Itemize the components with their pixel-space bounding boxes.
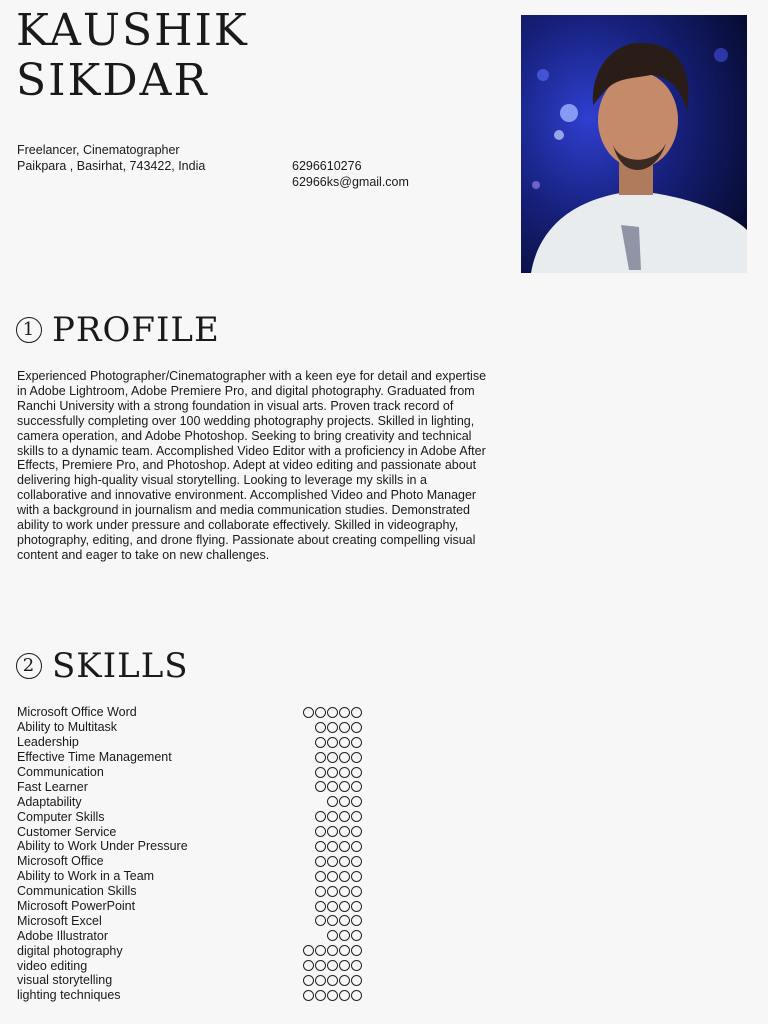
profile-section-number: 1: [16, 317, 42, 343]
rating-circle-icon: [339, 930, 350, 941]
profile-summary: Experienced Photographer/Cinematographer with a keen eye for detail and expertise in Adobe Lightroom, Adobe Premiere Pro, and digital photography. Graduated from Ranchi University with a strong foundation in visual arts. Proven track record of successfully completing over 100 wedding photography projects. Skilled in lighting, camera operation, and Adobe Photoshop. Seeking to bring creativity and technical skills to a dynamic team. Accomplished Video Editor with a proficiency in Adobe After Effects, Premiere Pro, and Photoshop. Adept at video editing and passionate about delivering high-quality visual storytelling. Looking to leverage my skills in a collaborative and innovative environment. Accomplished Video and Photo Manager with a background in journalism and media communication studies. Demonstrated ability to work under pressure and collaborate effectively. Skilled in videography, photography, editing, and drone flying. Passionate about creating compelling visual content and eager to take on new challenges.: [17, 369, 487, 562]
rating-circle-icon: [351, 990, 362, 1001]
skill-row: [17, 869, 362, 884]
rating-circle-icon: [351, 707, 362, 718]
rating-circle-icon: [327, 915, 338, 926]
skill-row: [17, 913, 362, 928]
rating-circle-icon: [339, 707, 350, 718]
skills-section-number: 2: [16, 653, 42, 679]
skill-row: [17, 765, 362, 780]
role-and-address: [17, 142, 205, 174]
rating-circle-icon: [327, 901, 338, 912]
address: Paikpara , Basirhat, 743422, India: [17, 159, 206, 173]
skill-name: Ability to Work in a Team: [17, 869, 155, 884]
rating-circle-icon: [315, 767, 326, 778]
skill-row: [17, 794, 362, 809]
skill-row: [17, 973, 362, 988]
rating-circle-icon: [339, 722, 350, 733]
rating-circle-icon: [339, 886, 350, 897]
rating-circle-icon: [339, 752, 350, 763]
rating-circle-icon: [351, 841, 362, 852]
rating-circle-icon: [315, 975, 326, 986]
rating-circle-icon: [339, 781, 350, 792]
skill-row: [17, 824, 362, 839]
rating-circle-icon: [327, 886, 338, 897]
rating-circle-icon: [351, 722, 362, 733]
skill-name: Microsoft PowerPoint: [17, 899, 136, 914]
rating-circle-icon: [327, 960, 338, 971]
rating-circle-icon: [351, 886, 362, 897]
rating-circle-icon: [327, 767, 338, 778]
rating-circle-icon: [339, 841, 350, 852]
rating-circle-icon: [351, 960, 362, 971]
skill-row: [17, 705, 362, 720]
skill-row: [17, 899, 362, 914]
rating-circle-icon: [339, 856, 350, 867]
rating-circle-icon: [315, 737, 326, 748]
rating-circle-icon: [339, 796, 350, 807]
skill-rating: [315, 841, 362, 852]
rating-circle-icon: [327, 737, 338, 748]
rating-circle-icon: [351, 752, 362, 763]
rating-circle-icon: [315, 722, 326, 733]
skill-row: [17, 809, 362, 824]
skill-rating: [315, 781, 362, 792]
skill-name: Microsoft Office Word: [17, 705, 137, 720]
contact-info: [292, 158, 409, 190]
profile-heading: [16, 310, 220, 350]
rating-circle-icon: [339, 960, 350, 971]
rating-circle-icon: [339, 767, 350, 778]
rating-circle-icon: [351, 915, 362, 926]
first-name: KAUSHIK: [16, 5, 249, 56]
skill-row: [17, 928, 362, 943]
rating-circle-icon: [327, 722, 338, 733]
skill-row: [17, 720, 362, 735]
skill-row: [17, 779, 362, 794]
skills-list: [17, 705, 362, 1003]
skill-rating: [315, 811, 362, 822]
rating-circle-icon: [339, 871, 350, 882]
rating-circle-icon: [327, 781, 338, 792]
rating-circle-icon: [339, 826, 350, 837]
rating-circle-icon: [339, 901, 350, 912]
rating-circle-icon: [315, 915, 326, 926]
skill-row: [17, 735, 362, 750]
rating-circle-icon: [315, 826, 326, 837]
rating-circle-icon: [351, 826, 362, 837]
rating-circle-icon: [303, 707, 314, 718]
skill-name: visual storytelling: [17, 973, 113, 988]
rating-circle-icon: [339, 990, 350, 1001]
rating-circle-icon: [315, 871, 326, 882]
skill-row: [17, 988, 362, 1003]
candidate-name: [16, 6, 249, 106]
rating-circle-icon: [315, 781, 326, 792]
skill-name: Communication Skills: [17, 884, 137, 899]
skill-rating: [303, 945, 362, 956]
rating-circle-icon: [351, 781, 362, 792]
rating-circle-icon: [315, 945, 326, 956]
skill-name: Effective Time Management: [17, 750, 172, 765]
rating-circle-icon: [303, 960, 314, 971]
skill-rating: [303, 990, 362, 1001]
rating-circle-icon: [351, 871, 362, 882]
skill-row: [17, 750, 362, 765]
skill-rating: [315, 737, 362, 748]
rating-circle-icon: [327, 811, 338, 822]
rating-circle-icon: [327, 871, 338, 882]
profile-photo: [521, 15, 747, 273]
rating-circle-icon: [327, 752, 338, 763]
rating-circle-icon: [351, 796, 362, 807]
skill-name: digital photography: [17, 943, 123, 958]
rating-circle-icon: [339, 915, 350, 926]
last-name: SIKDAR: [16, 55, 209, 106]
rating-circle-icon: [315, 990, 326, 1001]
skill-row: [17, 958, 362, 973]
skill-name: Adaptability: [17, 794, 82, 809]
skill-name: Microsoft Excel: [17, 913, 102, 928]
rating-circle-icon: [327, 975, 338, 986]
skill-rating: [315, 915, 362, 926]
rating-circle-icon: [315, 960, 326, 971]
skills-title: SKILLS: [52, 646, 189, 686]
rating-circle-icon: [315, 752, 326, 763]
skill-rating: [315, 886, 362, 897]
skill-name: Computer Skills: [17, 809, 105, 824]
skill-rating: [315, 752, 362, 763]
rating-circle-icon: [327, 856, 338, 867]
rating-circle-icon: [315, 856, 326, 867]
rating-circle-icon: [327, 990, 338, 1001]
skill-name: video editing: [17, 958, 88, 973]
skill-name: Fast Learner: [17, 779, 88, 794]
skill-name: lighting techniques: [17, 988, 121, 1003]
skill-row: [17, 839, 362, 854]
rating-circle-icon: [351, 767, 362, 778]
skill-name: Ability to Work Under Pressure: [17, 839, 188, 854]
skill-rating: [327, 796, 362, 807]
skill-rating: [315, 767, 362, 778]
email-address: 62966ks@gmail.com: [292, 175, 409, 189]
rating-circle-icon: [315, 841, 326, 852]
skill-rating: [327, 930, 362, 941]
rating-circle-icon: [303, 975, 314, 986]
skill-rating: [315, 722, 362, 733]
skills-heading: [16, 646, 189, 686]
skill-row: [17, 854, 362, 869]
rating-circle-icon: [327, 826, 338, 837]
skill-rating: [315, 826, 362, 837]
rating-circle-icon: [327, 707, 338, 718]
skill-name: Microsoft Office: [17, 854, 104, 869]
rating-circle-icon: [351, 811, 362, 822]
portrait-illustration: [521, 15, 747, 273]
skill-rating: [315, 901, 362, 912]
skill-rating: [303, 975, 362, 986]
rating-circle-icon: [327, 930, 338, 941]
skill-rating: [303, 960, 362, 971]
skill-rating: [315, 856, 362, 867]
rating-circle-icon: [339, 945, 350, 956]
skill-row: [17, 943, 362, 958]
rating-circle-icon: [303, 945, 314, 956]
rating-circle-icon: [351, 856, 362, 867]
rating-circle-icon: [351, 737, 362, 748]
skill-name: Ability to Multitask: [17, 720, 118, 735]
job-role: Freelancer, Cinematographer: [17, 143, 180, 157]
skill-row: [17, 884, 362, 899]
rating-circle-icon: [351, 945, 362, 956]
rating-circle-icon: [315, 901, 326, 912]
rating-circle-icon: [351, 901, 362, 912]
rating-circle-icon: [315, 886, 326, 897]
rating-circle-icon: [327, 945, 338, 956]
rating-circle-icon: [339, 737, 350, 748]
skill-name: Adobe Illustrator: [17, 928, 109, 943]
profile-title: PROFILE: [52, 310, 220, 350]
skill-rating: [315, 871, 362, 882]
rating-circle-icon: [327, 796, 338, 807]
rating-circle-icon: [315, 707, 326, 718]
rating-circle-icon: [351, 975, 362, 986]
skill-rating: [303, 707, 362, 718]
skill-name: Communication: [17, 765, 104, 779]
rating-circle-icon: [327, 841, 338, 852]
skill-name: Leadership: [17, 735, 79, 750]
skill-name: Customer Service: [17, 824, 117, 839]
rating-circle-icon: [303, 990, 314, 1001]
rating-circle-icon: [339, 975, 350, 986]
rating-circle-icon: [315, 811, 326, 822]
rating-circle-icon: [351, 930, 362, 941]
phone-number: 6296610276: [292, 159, 362, 173]
rating-circle-icon: [339, 811, 350, 822]
